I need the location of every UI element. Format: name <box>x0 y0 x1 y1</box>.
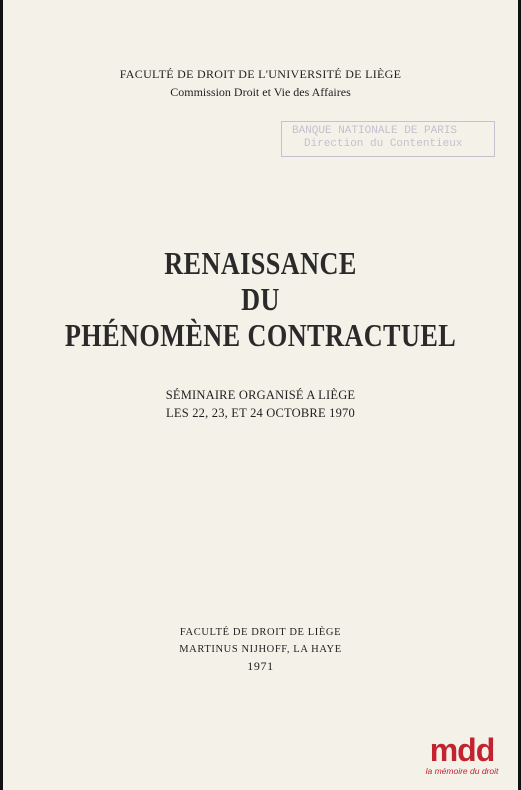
logo-tagline: la mémoire du droit <box>425 766 499 776</box>
stamp-line-2: Direction du Contentieux <box>304 138 463 150</box>
header <box>3 66 518 100</box>
subtitle-line-2: LES 22, 23, ET 24 OCTOBRE 1970 <box>166 406 355 420</box>
mdd-logo <box>418 734 506 782</box>
logo-mark: mdd <box>429 732 495 768</box>
library-stamp <box>281 121 495 157</box>
book-title <box>3 246 518 352</box>
publisher-line-1: FACULTÉ DE DROIT DE LIÈGE <box>179 627 342 638</box>
publisher-line-2: MARTINUS NIJHOFF, LA HAYE <box>179 644 342 655</box>
subtitle-line-1: SÉMINAIRE ORGANISÉ A LIÈGE <box>165 388 356 402</box>
title-line-2: DU <box>241 281 280 317</box>
subtitle <box>3 386 518 422</box>
title-line-3: PHÉNOMÈNE CONTRACTUEL <box>64 317 457 353</box>
publisher-block <box>3 624 518 675</box>
stamp-line-1: BANQUE NATIONALE DE PARIS <box>292 125 458 137</box>
publication-year: 1971 <box>247 659 274 673</box>
title-line-1: RENAISSANCE <box>164 245 357 281</box>
institution-name: FACULTÉ DE DROIT DE L'UNIVERSITÉ DE LIÈGE <box>119 67 402 81</box>
commission-name: Commission Droit et Vie des Affaires <box>170 85 351 99</box>
